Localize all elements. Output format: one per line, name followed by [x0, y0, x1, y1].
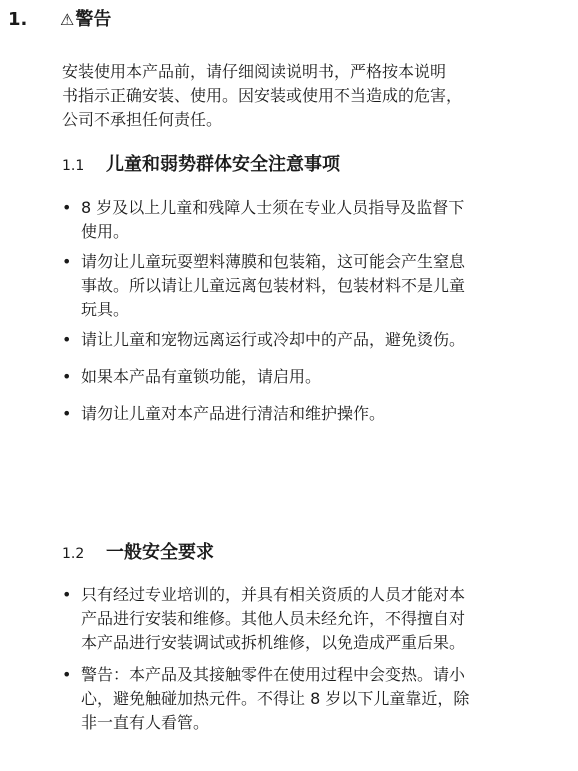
list-item: [62, 402, 562, 426]
bullet-icon: •: [62, 665, 72, 684]
intro-line: 书指示正确安装、使用。因安装或使用不当造成的危害，: [62, 86, 463, 105]
section-heading: [8, 8, 568, 34]
subsection-heading-1-2: [62, 540, 214, 566]
subsection-title: 儿童和弱势群体安全注意事项: [106, 154, 340, 175]
list-item-line: 只有经过专业培训的，并具有相关资质的人员才能对本: [81, 585, 466, 604]
list-item-line: 本产品进行安装调试或拆机维修，以免造成严重后果。: [81, 633, 466, 652]
list-item: [62, 583, 562, 655]
section-title-wrap: [60, 8, 111, 32]
list-item-line: 如果本产品有童锁功能，请启用。: [81, 367, 322, 386]
subsection-number: 1.1: [62, 158, 85, 174]
bullet-icon: •: [62, 585, 72, 604]
general-safety-list: [62, 583, 562, 735]
bullet-icon: •: [62, 367, 72, 386]
list-item: [62, 250, 562, 322]
subsection-title: 一般安全要求: [106, 542, 214, 563]
list-item: [62, 328, 562, 352]
subsection-number: 1.2: [62, 546, 85, 562]
bullet-icon: •: [62, 198, 72, 217]
section-title: 警告: [75, 9, 112, 30]
list-item-line: 产品进行安装和维修。其他人员未经允许，不得擅自对: [81, 609, 466, 628]
list-item-line: 8 岁及以上儿童和残障人士须在专业人员指导及监督下: [81, 198, 465, 217]
intro-paragraph: [62, 60, 562, 132]
list-item-line: 心，避免触碰加热元件。不得让 8 岁以下儿童靠近，除: [81, 689, 470, 708]
warning-triangle-icon: ⚠: [60, 10, 75, 29]
list-item-line: 请让儿童和宠物远离运行或冷却中的产品，避免烫伤。: [81, 330, 466, 349]
list-item-line: 请勿让儿童对本产品进行清洁和维护操作。: [81, 404, 386, 423]
list-item-line: 使用。: [81, 222, 130, 241]
bullet-icon: •: [62, 252, 72, 271]
list-item-line: 非一直有人看管。: [81, 713, 210, 732]
bullet-icon: •: [62, 330, 72, 349]
section-number: 1.: [8, 9, 28, 30]
subsection-heading-1-1: [62, 152, 340, 178]
list-item: [62, 196, 562, 244]
child-safety-list: [62, 196, 562, 426]
list-item: [62, 365, 562, 389]
list-item-line: 事故。所以请让儿童远离包装材料，包装材料不是儿童: [81, 276, 466, 295]
list-item: [62, 663, 562, 735]
list-item-line: 警告：本产品及其接触零件在使用过程中会变热。请小: [81, 665, 466, 684]
intro-line: 安装使用本产品前，请仔细阅读说明书，严格按本说明: [62, 62, 447, 81]
bullet-icon: •: [62, 404, 72, 423]
list-item-line: 玩具。: [81, 300, 130, 319]
list-item-line: 请勿让儿童玩耍塑料薄膜和包装箱，这可能会产生窒息: [81, 252, 466, 271]
intro-line: 公司不承担任何责任。: [62, 110, 223, 129]
